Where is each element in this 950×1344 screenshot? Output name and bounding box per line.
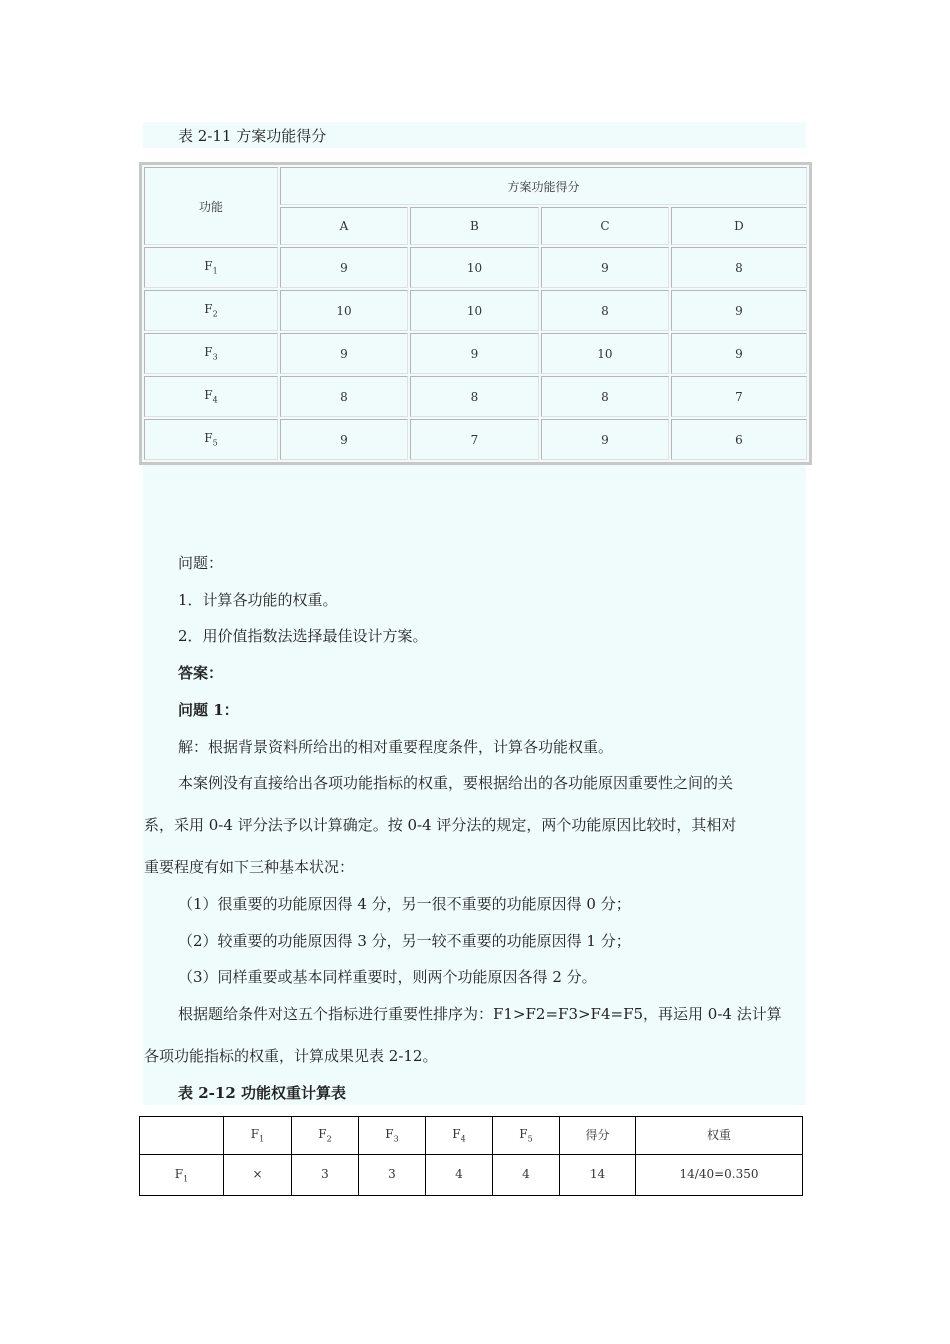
header-cell: 权重 bbox=[636, 1117, 803, 1155]
cell: 9 bbox=[541, 247, 669, 288]
cell: 3 bbox=[359, 1155, 426, 1196]
cell: 7 bbox=[671, 376, 807, 417]
cell: 14 bbox=[560, 1155, 636, 1196]
table-row bbox=[144, 247, 807, 288]
cell: 10 bbox=[410, 247, 539, 288]
paragraph-1-line-2: 系，采用 0-4 评分法予以计算确定。按 0-4 评分法的规定，两个功能原因比较时，其相对 bbox=[144, 816, 737, 834]
cell: 14/40=0.350 bbox=[636, 1155, 803, 1196]
table-row bbox=[144, 376, 807, 417]
problem-1-heading: 问题 1： bbox=[178, 701, 239, 719]
cell: 9 bbox=[280, 247, 408, 288]
question-1: 1．计算各功能的权重。 bbox=[178, 591, 338, 609]
condition-2: （2）较重要的功能原因得 3 分，另一较不重要的功能原因得 1 分； bbox=[178, 932, 631, 950]
condition-3: （3）同样重要或基本同样重要时，则两个功能原因各得 2 分。 bbox=[178, 968, 597, 986]
cell: 9 bbox=[541, 419, 669, 460]
cell: 10 bbox=[541, 333, 669, 374]
paragraph-2-line-1: 根据题给条件对这五个指标进行重要性排序为：F1>F2=F3>F4=F5，再运用 0-4 法计算 bbox=[178, 1005, 782, 1023]
row-label: $F_3$ bbox=[144, 333, 278, 374]
table-row bbox=[144, 333, 807, 374]
cell: 4 bbox=[426, 1155, 493, 1196]
cell: 8 bbox=[541, 376, 669, 417]
solution-intro: 解：根据背景资料所给出的相对重要程度条件，计算各功能权重。 bbox=[178, 738, 614, 756]
question-title: 问题： bbox=[178, 554, 224, 572]
cell: 8 bbox=[410, 376, 539, 417]
cell: 10 bbox=[280, 290, 408, 331]
header-cell bbox=[140, 1117, 224, 1155]
cell: × bbox=[224, 1155, 292, 1196]
table-2-12-caption: 表 2-12 功能权重计算表 bbox=[178, 1084, 346, 1102]
header-option-b: B bbox=[410, 207, 539, 245]
paragraph-1-line-1: 本案例没有直接给出各项功能指标的权重，要根据给出的各功能原因重要性之间的关 bbox=[178, 774, 734, 792]
header-option-d: D bbox=[671, 207, 807, 245]
header-option-a: A bbox=[280, 207, 408, 245]
header-cell: $F_4$ bbox=[426, 1117, 493, 1155]
cell: 9 bbox=[671, 290, 807, 331]
table-row bbox=[144, 419, 807, 460]
cell: 9 bbox=[280, 333, 408, 374]
cell: 8 bbox=[541, 290, 669, 331]
row-label: $F_5$ bbox=[144, 419, 278, 460]
header-option-score: 方案功能得分 bbox=[280, 167, 807, 205]
header-cell: $F_1$ bbox=[224, 1117, 292, 1155]
row-label: $F_2$ bbox=[144, 290, 278, 331]
row-label: $F_4$ bbox=[144, 376, 278, 417]
condition-1: （1）很重要的功能原因得 4 分，另一很不重要的功能原因得 0 分； bbox=[178, 895, 631, 913]
paragraph-2-line-2: 各项功能指标的权重，计算成果见表 2-12。 bbox=[144, 1047, 438, 1065]
cell: 4 bbox=[493, 1155, 560, 1196]
row-label: $F_1$ bbox=[144, 247, 278, 288]
answer-heading: 答案： bbox=[178, 664, 224, 682]
cell: 6 bbox=[671, 419, 807, 460]
cell: 9 bbox=[671, 333, 807, 374]
cell: 8 bbox=[280, 376, 408, 417]
header-cell: 得分 bbox=[560, 1117, 636, 1155]
cell: $F_1$ bbox=[140, 1155, 224, 1196]
paragraph-1-line-3: 重要程度有如下三种基本状况： bbox=[144, 858, 355, 876]
header-cell: $F_3$ bbox=[359, 1117, 426, 1155]
cell: 10 bbox=[410, 290, 539, 331]
function-weight-table bbox=[139, 1116, 803, 1196]
cell: 8 bbox=[671, 247, 807, 288]
header-cell: $F_5$ bbox=[493, 1117, 560, 1155]
header-row bbox=[140, 1117, 803, 1155]
header-function: 功能 bbox=[144, 167, 278, 245]
cell: 9 bbox=[280, 419, 408, 460]
cell: 3 bbox=[292, 1155, 359, 1196]
cell: 9 bbox=[410, 333, 539, 374]
header-cell: $F_2$ bbox=[292, 1117, 359, 1155]
header-option-c: C bbox=[541, 207, 669, 245]
table-row bbox=[144, 290, 807, 331]
table-row bbox=[140, 1155, 803, 1196]
question-2: 2．用价值指数法选择最佳设计方案。 bbox=[178, 627, 428, 645]
table-2-11-caption: 表 2-11 方案功能得分 bbox=[178, 127, 327, 145]
cell: 7 bbox=[410, 419, 539, 460]
function-score-table bbox=[139, 162, 812, 465]
